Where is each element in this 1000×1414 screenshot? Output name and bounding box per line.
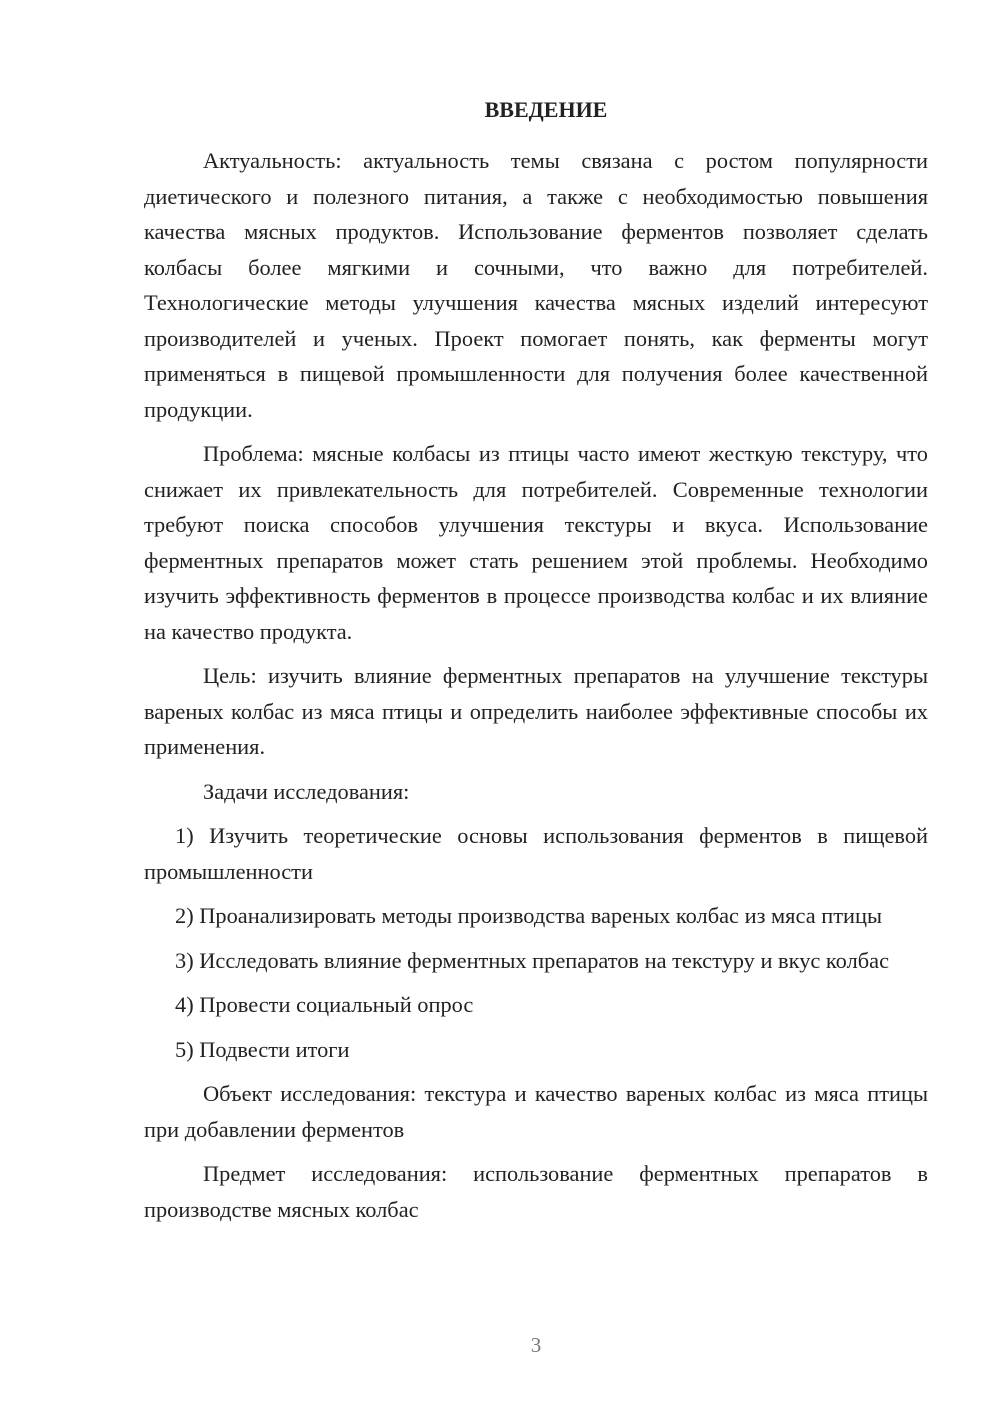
tasks-heading: Задачи исследования: [203,778,410,804]
task-item-2: 2) Проанализировать методы производства вареных колбас из мяса птицы [175,903,883,928]
research-subject-paragraph: Предмет исследования: использование ферментных препаратов в производстве мясных колбас [144,1161,928,1222]
relevance-paragraph: Актуальность: актуальность темы связана с ростом популярности диетического и полезного питания, а также с необходимостью повышения качества мясных продуктов. Использование ферментов позволяет сделать колбасы более мягкими и сочными, что важно для потребителей. Технологические методы улучшения качества мясных изделий интересуют производителей и ученых. Проект помогает понять, как ферменты могут применяться в пищевой промышленности для получения более качественной продукции. [144,148,928,422]
task-item-4: 4) Провести социальный опрос [175,992,474,1017]
task-item-5: 5) Подвести итоги [175,1036,350,1062]
task-item-3: 3) Исследовать влияние ферментных препаратов на текстуру и вкус колбас [175,947,890,973]
research-object-paragraph: Объект исследования: текстура и качество вареных колбас из мяса птицы при добавлении ферментов [144,1081,928,1142]
task-item-1: 1) Изучить теоретические основы использования ферментов в пищевой промышленности [144,823,928,884]
page-title: ВВЕДЕНИЕ [484,97,608,122]
problem-paragraph: Проблема: мясные колбасы из птицы часто имеют жесткую текстуру, что снижает их привлекательность для потребителей. Современные технологии требуют поиска способов улучшения текстуры и вкуса. Использование ферментных препаратов может стать решением этой проблемы. Необходимо изучить эффективность ферментов в процессе производства колбас и их влияние на качество продукта. [144,441,928,644]
goal-paragraph: Цель: изучить влияние ферментных препаратов на улучшение текстуры вареных колбас из мяса птицы и определить наиболее эффективные способы их применения. [144,663,928,759]
document-page [144,94,928,1236]
page-number: 3 [530,1333,542,1357]
